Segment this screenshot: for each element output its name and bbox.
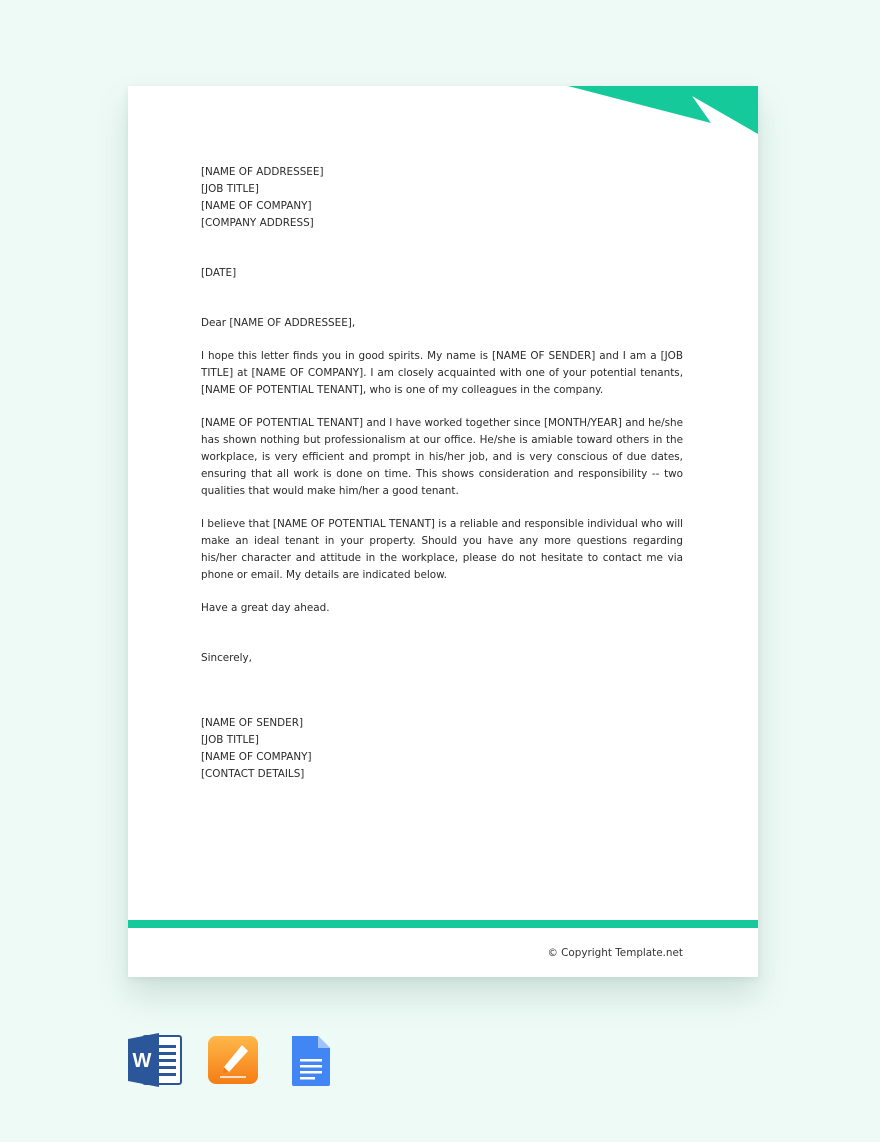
microsoft-word-icon[interactable] — [128, 1032, 182, 1088]
salutation: Dear [NAME OF ADDRESSEE], — [201, 317, 356, 329]
letter-date: [DATE] — [201, 267, 237, 279]
sender-block — [201, 715, 683, 783]
addressee-address: [COMPANY ADDRESS] — [201, 217, 314, 229]
paragraph-closing-wish: Have a great day ahead. — [201, 602, 330, 614]
corner-decoration — [568, 86, 758, 136]
addressee-company: [NAME OF COMPANY] — [201, 200, 312, 212]
paragraph-work-history: [NAME OF POTENTIAL TENANT] and I have worked together since [MONTH/YEAR] and he/she has shown nothing but professionalism at our office. He/she is amiable toward others in the workplace, is very efficient and prompt in his/her job, and is very conscious of due dates, ensuring that all work is done on time. This shows consideration and responsibility -- two qualities that would make him/her a good tenant. — [201, 417, 683, 497]
apple-pages-icon[interactable] — [208, 1032, 260, 1088]
addressee-block — [201, 164, 683, 232]
closing: Sincerely, — [201, 652, 252, 664]
word-icon-letter: W — [132, 1050, 152, 1072]
sender-company: [NAME OF COMPANY] — [201, 751, 312, 763]
sender-name: [NAME OF SENDER] — [201, 717, 303, 729]
paragraph-intro: I hope this letter finds you in good spirits. My name is [NAME OF SENDER] and I am a [JOB TITLE] at [NAME OF COMPANY]. I am closely acquainted with one of your potential tenants, [NAME OF POTENTIAL TENANT], who is one of my colleagues in the company. — [201, 350, 683, 396]
letter-body — [201, 164, 683, 783]
paragraph-recommendation: I believe that [NAME OF POTENTIAL TENANT] is a reliable and responsible individual who will make an ideal tenant in your property. Should you have any more questions regarding his/her character and attitude in the workplace, please do not hesitate to contact me via phone or email. My details are indicated below. — [201, 518, 683, 581]
addressee-job-title: [JOB TITLE] — [201, 183, 259, 195]
google-docs-icon[interactable] — [290, 1032, 332, 1088]
footer-accent-bar — [128, 920, 758, 928]
sender-job-title: [JOB TITLE] — [201, 734, 259, 746]
addressee-name: [NAME OF ADDRESSEE] — [201, 166, 324, 178]
letter-page — [128, 86, 758, 977]
copyright-text: © Copyright Template.net — [547, 947, 683, 959]
sender-contact-details: [CONTACT DETAILS] — [201, 768, 305, 780]
